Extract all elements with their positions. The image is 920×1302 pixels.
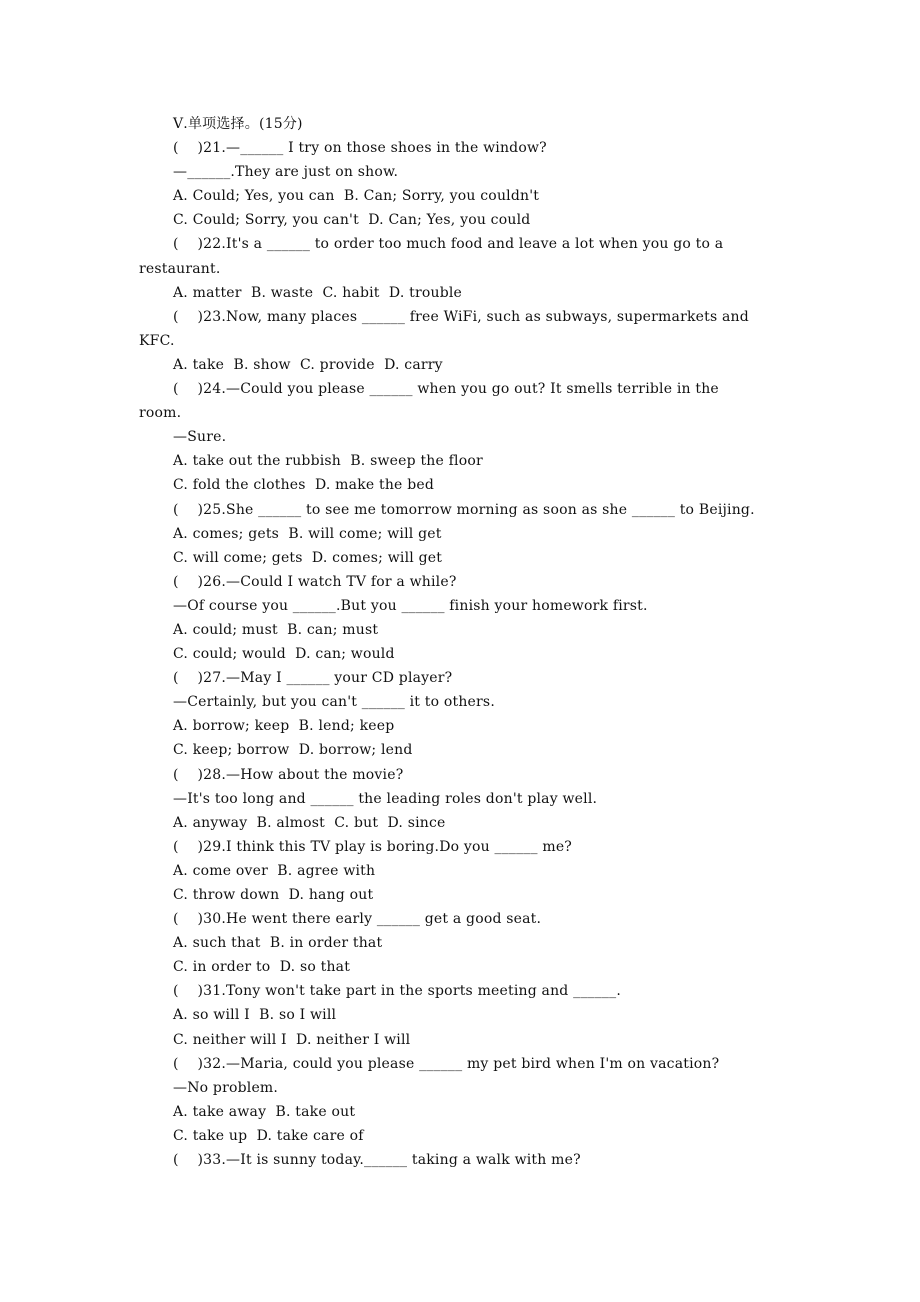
- question-30-stem: ( )30.He went there early ______ get a good seat.: [173, 911, 542, 928]
- question-27-stem: ( )27.—May I ______ your CD player?: [173, 670, 453, 687]
- question-27-options-cd: C. keep; borrow D. borrow; lend: [173, 742, 413, 759]
- question-21-options-cd: C. Could; Sorry, you can't D. Can; Yes, you could: [173, 212, 531, 229]
- question-22-stem-continued: restaurant.: [139, 260, 221, 277]
- question-22-options: A. matter B. waste C. habit D. trouble: [173, 284, 463, 301]
- question-25-stem: ( )25.She ______ to see me tomorrow morning as soon as she ______ to Beijing.: [173, 501, 755, 518]
- question-26-options-ab: A. could; must B. can; must: [173, 621, 379, 638]
- question-23-options: A. take B. show C. provide D. carry: [173, 356, 443, 373]
- question-26-stem: ( )26.—Could I watch TV for a while?: [173, 573, 457, 590]
- question-32-reply: —No problem.: [173, 1079, 279, 1096]
- question-31-options-ab: A. so will I B. so I will: [173, 1007, 337, 1024]
- question-32-stem: ( )32.—Maria, could you please ______ my pet bird when I'm on vacation?: [173, 1055, 720, 1072]
- question-23-stem: ( )23.Now, many places ______ free WiFi, such as subways, supermarkets and: [173, 308, 749, 325]
- question-24-stem-continued: room.: [139, 405, 182, 422]
- question-21-options-ab: A. Could; Yes, you can B. Can; Sorry, you couldn't: [173, 188, 540, 205]
- section-heading: Ⅴ.单项选择。(15分): [173, 116, 303, 132]
- question-24-reply: —Sure.: [173, 429, 227, 446]
- question-31-stem: ( )31.Tony won't take part in the sports meeting and ______.: [173, 983, 621, 1000]
- question-32-options-cd: C. take up D. take care of: [173, 1127, 364, 1144]
- question-30-options-cd: C. in order to D. so that: [173, 959, 351, 976]
- question-24-options-cd: C. fold the clothes D. make the bed: [173, 477, 435, 494]
- question-27-reply: —Certainly, but you can't ______ it to others.: [173, 694, 495, 711]
- question-26-options-cd: C. could; would D. can; would: [173, 646, 395, 663]
- question-25-options-cd: C. will come; gets D. comes; will get: [173, 549, 443, 566]
- question-29-options-ab: A. come over B. agree with: [173, 862, 376, 879]
- question-28-stem: ( )28.—How about the movie?: [173, 766, 404, 783]
- question-21-stem: ( )21.—______ I try on those shoes in the window?: [173, 140, 547, 157]
- question-list: [139, 112, 791, 1172]
- question-30-options-ab: A. such that B. in order that: [173, 935, 383, 952]
- question-24-options-ab: A. take out the rubbish B. sweep the floor: [173, 453, 483, 470]
- question-29-stem: ( )29.I think this TV play is boring.Do you ______ me?: [173, 838, 573, 855]
- question-31-options-cd: C. neither will I D. neither I will: [173, 1031, 411, 1048]
- question-25-options-ab: A. comes; gets B. will come; will get: [173, 525, 442, 542]
- question-28-reply: —It's too long and ______ the leading roles don't play well.: [173, 790, 598, 807]
- question-21-reply: —______.They are just on show.: [173, 164, 399, 181]
- question-27-options-ab: A. borrow; keep B. lend; keep: [173, 718, 395, 735]
- question-24-stem: ( )24.—Could you please ______ when you go out? It smells terrible in the: [173, 381, 719, 398]
- question-29-options-cd: C. throw down D. hang out: [173, 887, 374, 903]
- question-23-stem-continued: KFC.: [139, 332, 175, 349]
- question-22-stem: ( )22.It's a ______ to order too much food and leave a lot when you go to a: [173, 236, 724, 253]
- question-33-stem: ( )33.—It is sunny today.______ taking a walk with me?: [173, 1152, 581, 1169]
- question-32-options-ab: A. take away B. take out: [173, 1103, 356, 1120]
- question-28-options: A. anyway B. almost C. but D. since: [173, 814, 446, 831]
- question-26-reply: —Of course you ______.But you ______ finish your homework first.: [173, 597, 648, 614]
